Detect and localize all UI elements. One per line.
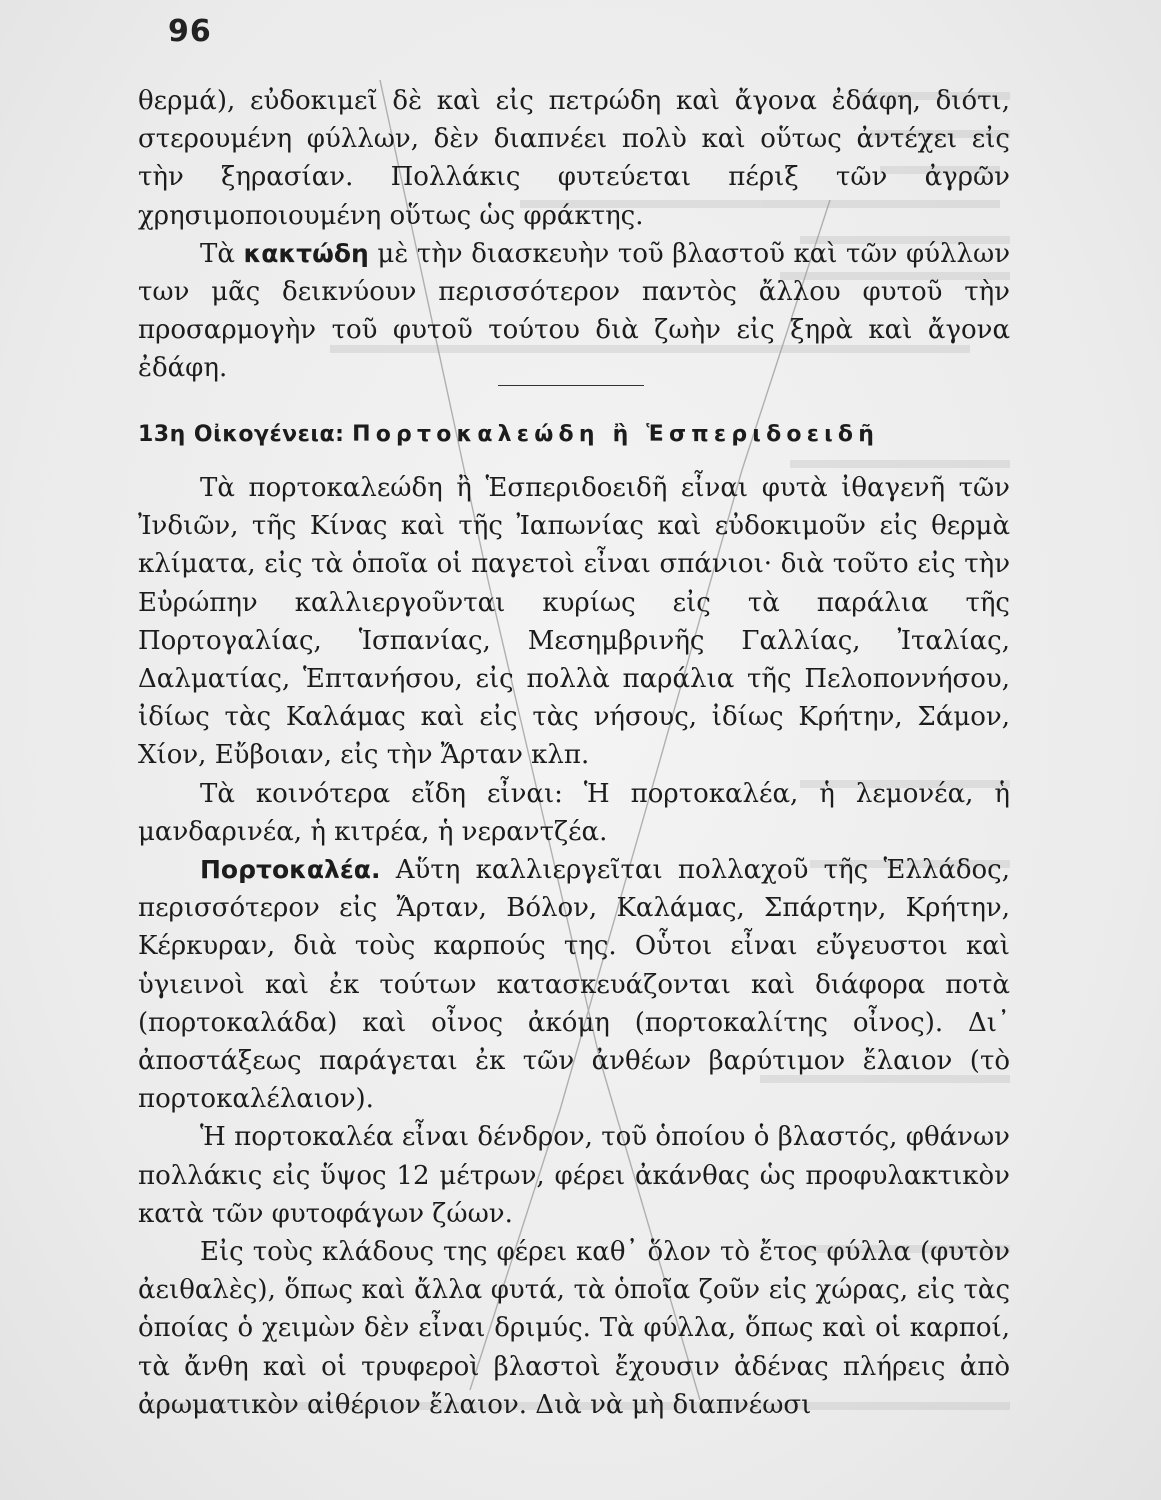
paragraph-evergreen-leaves: Εἰς τοὺς κλάδους της φέρει καθ᾽ ὅλον τὸ ἔτος φύλλα (φυτὸν ἀειθαλὲς), ὅπως καὶ ἄλλα φυτά, τὰ ὁποῖα ζοῦν εἰς χώρας, εἰς τὰς ὁποίας ὁ χειμὼν δὲν εἶναι δριμύς. Τὰ φύλλα, ὅπως καὶ οἱ καρποί, τὰ ἄνθη καὶ οἱ τρυφεροὶ βλαστοὶ ἔχουσιν ἀδένας πλήρεις ἀπὸ ἀρωματικὸν αἰθέριον ἔλαιον. Διὰ νὰ μὴ διαπνέωσι — [138, 1237, 1010, 1420]
section-divider — [498, 385, 644, 386]
paragraph-continuation: θερμά), εὐδοκιμεῖ δὲ καὶ εἰς πετρώδη καὶ ἄγονα ἐδάφη, διότι, στερουμένη φύλλων, δὲν διαπνέει πολὺ καὶ οὕτως ἀντέχει εἰς τὴν ξηρασίαν. Πολλάκις φυτεύεται πέριξ τῶν ἀγρῶν χρησιμοποιουμένη οὕτως ὡς φράκτης. — [138, 86, 1010, 231]
paragraph-cacti — [138, 235, 1010, 388]
paragraph-orange-tree — [138, 851, 1010, 1118]
page-number: 96 — [168, 14, 212, 49]
paragraph-orange-trunk: Ἡ πορτοκαλέα εἶναι δένδρον, τοῦ ὁποίου ὁ βλαστός, φθάνων πολλάκις εἰς ὕψος 12 μέτρων, φέρει ἀκάνθας ὡς προφυλακτικὸν κατὰ τῶν φυτοφάγων ζώων. — [138, 1122, 1010, 1229]
paragraph-common-species: Τὰ κοινότερα εἴδη εἶναι: Ἡ πορτοκαλέα, ἡ λεμονέα, ἡ μανδαρινέα, ἡ κιτρέα, ἡ νεραντζέα. — [138, 778, 1010, 847]
text-block-bottom — [138, 469, 1010, 1424]
bold-term-orange-tree: Πορτοκαλέα. — [200, 855, 381, 885]
paragraph-lead: Τὰ — [200, 238, 235, 269]
section-family-name: Πορτοκαλεώδη ἢ Ἑσπεριδοειδῆ — [352, 422, 880, 447]
section-heading — [138, 422, 1010, 447]
paragraph-citrus-origin: Τὰ πορτοκαλεώδη ἢ Ἑσπεριδοειδῆ εἶναι φυτὰ ἰθαγενῆ τῶν Ἰνδιῶν, τῆς Κίνας καὶ τῆς Ἰαπωνίας καὶ εὐδοκιμοῦν εἰς θερμὰ κλίματα, εἰς τὰ ὁποῖα οἱ παγετοὶ εἶναι σπάνιοι· διὰ τοῦτο εἰς τὴν Εὐρώπην καλλιεργοῦνται κυρίως εἰς τὰ παράλια τῆς Πορτογαλίας, Ἱσπανίας, Μεσημβρινῆς Γαλλίας, Ἰταλίας, Δαλματίας, Ἑπτανήσου, εἰς πολλὰ παράλια τῆς Πελοποννήσου, ἰδίως τὰς Καλάμας καὶ εἰς τὰς νήσους, ἰδίως Κρήτην, Σάμον, Χίον, Εὔβοιαν, εἰς τὴν Ἄρταν κλπ. — [138, 473, 1010, 771]
bold-term-cacti: κακτώδη — [243, 238, 369, 268]
section-family-number: 13η Οἰκογένεια: — [138, 422, 345, 447]
text-block-top — [138, 82, 1010, 388]
paragraph-body: Αὕτη καλλιεργεῖται πολλαχοῦ τῆς Ἑλλάδος, περισσότερον εἰς Ἄρταν, Βόλον, Καλάμας, Σπάρτην, Κρήτην, Κέρκυραν, διὰ τοὺς καρπούς της. Οὗτοι εἶναι εὔγευστοι καὶ ὑγιεινοὶ καὶ ἐκ τούτων κατασκευάζονται καὶ διάφορα ποτὰ (πορτοκαλάδα) καὶ οἶνος ἀκόμη (πορτοκαλίτης οἶνος). Δι᾽ ἀποστάξεως παράγεται ἐκ τῶν ἀνθέων βαρύτιμον ἔλαιον (τὸ πορτοκαλέλαιον). — [138, 855, 1011, 1115]
paragraph-body: μὲ τὴν διασκευὴν τοῦ βλαστοῦ καὶ τῶν φύλλων των μᾶς δεικνύουν περισσότερον παντὸς ἄλλου φυτοῦ τὴν προσαρμογὴν τοῦ φυτοῦ τούτου διὰ ζωὴν εἰς ξηρὰ καὶ ἄγονα ἐδάφη. — [138, 238, 1010, 384]
